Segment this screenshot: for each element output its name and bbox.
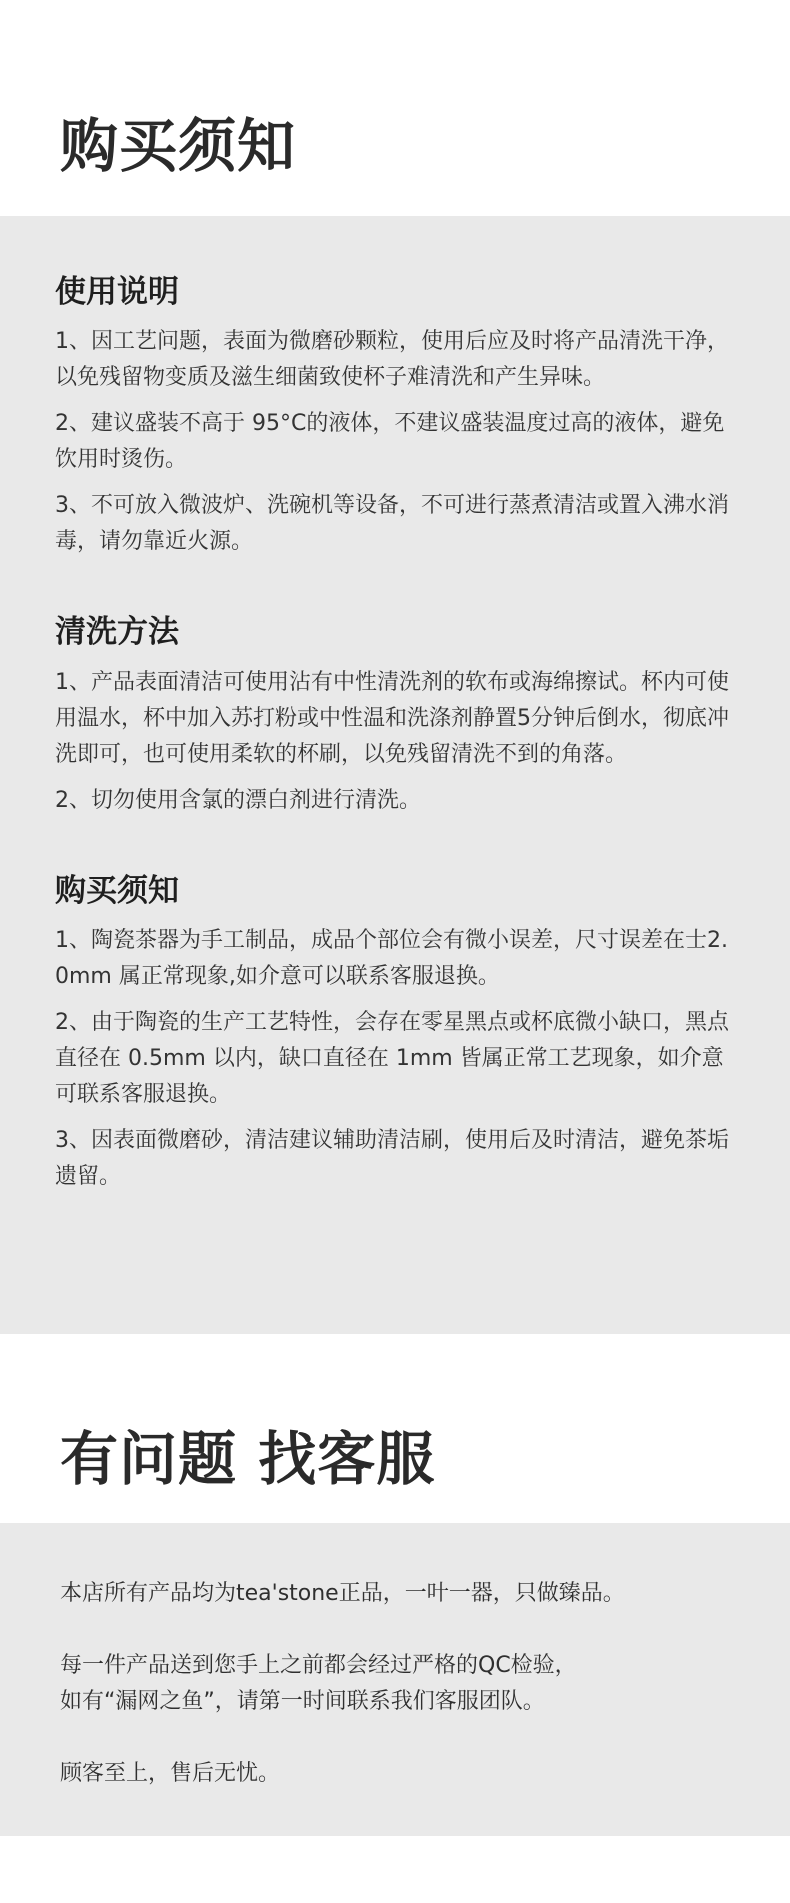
- service-panel: [0, 1523, 790, 1836]
- paragraph: 3、因表面微磨砂，清洁建议辅助清洁刷，使用后及时清洁，避免茶垢遗留。: [55, 1127, 729, 1189]
- paragraph: 1、因工艺问题，表面为微磨砂颗粒，使用后应及时将产品清洗干净，以免残留物变质及滋生细菌致使杯子难清洗和产生异味。: [55, 329, 729, 391]
- section-heading: 清洗方法: [55, 614, 179, 651]
- paragraph: 1、陶瓷茶器为手工制品，成品个部位会有微小误差，尺寸误差在士2.0mm 属正常现象,如介意可以联系客服退换。: [55, 927, 728, 989]
- section-usage: [55, 272, 735, 560]
- service-text: 本店所有产品均为tea'stone正品，一叶一器，只做臻品。: [60, 1581, 625, 1606]
- section-cleaning: [55, 612, 735, 818]
- spacer: [60, 1612, 730, 1648]
- paragraph: 2、由于陶瓷的生产工艺特性，会存在零星黑点或杯底微小缺口，黑点直径在 0.5mm 以内，缺口直径在 1mm 皆属正常工艺现象，如介意可联系客服退换。: [55, 1009, 729, 1107]
- paragraph: 3、不可放入微波炉、洗碗机等设备，不可进行蒸煮清洁或置入沸水消毒，请勿靠近火源。: [55, 493, 729, 555]
- paragraph: 2、建议盛装不高于 95°C的液体，不建议盛装温度过高的液体，避免饮用时烫伤。: [55, 411, 725, 473]
- paragraph: 1、产品表面清洁可使用沾有中性清洗剂的软布或海绵擦试。杯内可使用温水，杯中加入苏打粉或中性温和洗涤剂静置5分钟后倒水，彻底冲洗即可，也可使用柔软的杯刷，以免残留清洗不到的角落。: [55, 669, 729, 767]
- service-text: 顾客至上，售后无忧。: [60, 1761, 281, 1786]
- notice-panel: [0, 216, 790, 1334]
- service-title: 有问题 找客服: [60, 1425, 436, 1493]
- section-heading: 购买须知: [55, 872, 179, 909]
- section-heading: 使用说明: [55, 274, 179, 310]
- service-text: 如有“漏网之鱼”，请第一时间联系我们客服团队。: [60, 1689, 545, 1714]
- spacer: [60, 1720, 730, 1756]
- section-purchase: [55, 871, 735, 1195]
- service-text: 每一件产品送到您手上之前都会经过严格的QC检验，: [60, 1653, 577, 1678]
- notice-title: 购买须知: [60, 112, 297, 180]
- paragraph: 2、切勿使用含氯的漂白剂进行清洗。: [55, 787, 421, 813]
